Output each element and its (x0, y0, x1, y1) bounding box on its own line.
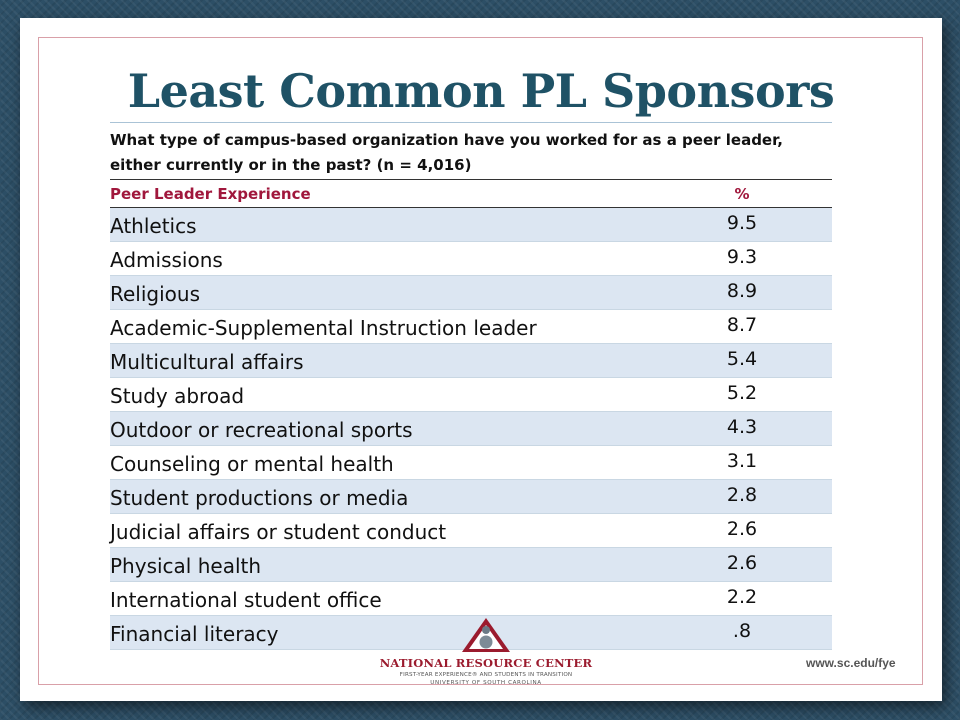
row-value: 8.9 (726, 280, 758, 302)
row-value: 3.1 (726, 450, 758, 472)
slide (20, 18, 942, 701)
row-label: Physical health (110, 554, 262, 578)
table-row (110, 548, 832, 582)
row-value: 5.4 (726, 348, 758, 370)
row-label: Athletics (110, 214, 197, 238)
row-label: Judicial affairs or student conduct (110, 520, 447, 544)
logo-subtitle: FIRST-YEAR EXPERIENCE® AND STUDENTS IN TRANSITION (399, 672, 573, 678)
row-label: Student productions or media (110, 486, 409, 510)
row-label: Academic-Supplemental Instruction leader (110, 316, 537, 340)
slide-title: Least Common PL Sponsors (127, 64, 835, 118)
triangle-logo-icon (460, 616, 512, 654)
survey-question: What type of campus-based organization have you worked for as a peer leader, either currently or in the past? (n = 4,016) (110, 122, 832, 180)
table-body (110, 208, 832, 650)
row-label: Outdoor or recreational sports (110, 418, 413, 442)
table-row (110, 446, 832, 480)
row-value: 2.6 (726, 552, 758, 574)
table-row (110, 208, 832, 242)
table-row (110, 582, 832, 616)
row-value: 2.2 (726, 586, 758, 608)
column-header-experience: Peer Leader Experience (110, 185, 311, 203)
row-value: .8 (732, 620, 752, 642)
table-row (110, 412, 832, 446)
row-label: International student office (110, 588, 382, 612)
row-label: Religious (110, 282, 200, 306)
row-value: 4.3 (726, 416, 758, 438)
row-value: 2.8 (726, 484, 758, 506)
nrc-logo (376, 616, 596, 692)
table-row (110, 276, 832, 310)
table-row (110, 514, 832, 548)
row-value: 5.2 (726, 382, 758, 404)
table-row (110, 310, 832, 344)
table-header (110, 180, 832, 208)
table-row (110, 242, 832, 276)
logo-name: NATIONAL RESOURCE CENTER (379, 656, 593, 670)
row-label: Admissions (110, 248, 223, 272)
row-label: Counseling or mental health (110, 452, 394, 476)
table-row (110, 378, 832, 412)
table-row (110, 480, 832, 514)
row-label: Multicultural affairs (110, 350, 304, 374)
row-value: 8.7 (726, 314, 758, 336)
footer-url: www.sc.edu/fye (806, 656, 896, 670)
column-header-percent: % (734, 185, 750, 203)
row-value: 9.3 (726, 246, 758, 268)
row-label: Study abroad (110, 384, 245, 408)
logo-university: UNIVERSITY OF SOUTH CAROLINA (430, 680, 542, 686)
row-label: Financial literacy (110, 622, 279, 646)
table-row (110, 344, 832, 378)
row-value: 9.5 (726, 212, 758, 234)
row-value: 2.6 (726, 518, 758, 540)
